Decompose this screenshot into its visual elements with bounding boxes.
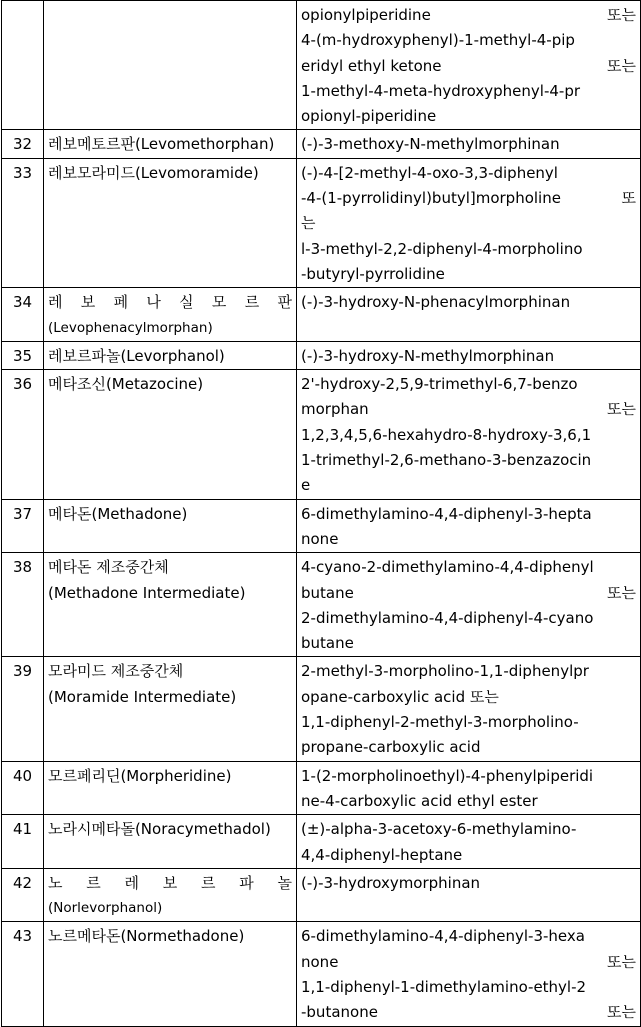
table-body: [2, 1, 641, 1027]
chemical-line: (-)-3-hydroxy-N-phenacylmorphinan: [301, 293, 571, 312]
substance-name: [44, 370, 297, 499]
chemical-line: opionylpiperidine 또는: [301, 6, 636, 24]
chemical-line: eridyl ethyl ketone 또는: [301, 56, 636, 75]
name-line: 레보모라미드(Levomoramide): [48, 163, 259, 182]
name-line: 레보메토르판(Levomethorphan): [48, 135, 275, 154]
chemical-name: [297, 922, 641, 1026]
chemical-name: [297, 761, 641, 815]
chemical-line: (-)-3-hydroxymorphinan: [301, 873, 481, 892]
chemical-line: e: [301, 476, 311, 495]
chemical-line: propane-carboxylic acid: [301, 738, 481, 757]
table-row: [2, 130, 641, 158]
row-number: 43: [2, 922, 44, 1026]
table-row: [2, 288, 641, 342]
row-number: 39: [2, 657, 44, 761]
table-row: [2, 868, 641, 922]
substance-name: [44, 158, 297, 287]
row-number: 40: [2, 761, 44, 815]
substance-name: [44, 922, 297, 1026]
chemical-line: 1,1-diphenyl-1-dimethylamino-ethyl-2: [301, 977, 587, 996]
row-number: [2, 1, 44, 130]
substance-name: [44, 553, 297, 657]
substance-name: [44, 1, 297, 130]
chemical-line: none: [301, 529, 339, 548]
chemical-line: -butanone 또는: [301, 1003, 636, 1022]
table-row: [2, 370, 641, 499]
row-number: 32: [2, 130, 44, 158]
chemical-name: [297, 815, 641, 869]
english-name: (Moramide Intermediate): [48, 687, 237, 706]
table-row: [2, 657, 641, 761]
name-line: 모르페리딘(Morpheridine): [48, 766, 232, 785]
chemical-line: 4-(m-hydroxyphenyl)-1-methyl-4-pip: [301, 31, 575, 50]
chemical-name: [297, 158, 641, 287]
chemical-line: butane: [301, 634, 354, 653]
substance-name: [44, 868, 297, 922]
chemical-line: 1-methyl-4-meta-hydroxyphenyl-4-pr: [301, 81, 581, 100]
korean-name-spread: 노 르 레 보 르 파 놀: [48, 873, 292, 892]
chemical-name: [297, 553, 641, 657]
chemical-name: [297, 130, 641, 158]
chemical-name: [297, 657, 641, 761]
substance-name: [44, 761, 297, 815]
chemical-line: (-)-3-hydroxy-N-methylmorphinan: [301, 346, 555, 365]
chemical-line: 1-(2-morpholinoethyl)-4-phenylpiperidi: [301, 766, 594, 785]
chemical-line: 2-methyl-3-morpholino-1,1-diphenylpr: [301, 662, 589, 681]
row-number: 42: [2, 868, 44, 922]
row-number: 36: [2, 370, 44, 499]
row-number: 41: [2, 815, 44, 869]
chemical-line: 2-dimethylamino-4,4-diphenyl-4-cyano: [301, 608, 594, 627]
chemical-line: (-)-3-methoxy-N-methylmorphinan: [301, 135, 560, 154]
chemical-line: 2'-hydroxy-2,5,9-trimethyl-6,7-benzo: [301, 375, 578, 394]
name-line: 노라시메타돌(Noracymethadol): [48, 820, 271, 839]
english-name: (Methadone Intermediate): [48, 583, 246, 602]
chemical-name: [297, 868, 641, 922]
chemical-line: l-3-methyl-2,2-diphenyl-4-morpholino: [301, 239, 583, 258]
row-number: 34: [2, 288, 44, 342]
substance-name: [44, 815, 297, 869]
table-row: [2, 553, 641, 657]
chemical-line: 1-trimethyl-2,6-methano-3-benzazocin: [301, 451, 592, 470]
korean-name-spread: 레 보 페 나 실 모 르 판: [48, 293, 292, 312]
narcotics-table: [1, 0, 641, 1027]
chemical-line: 는: [301, 214, 316, 233]
chemical-line: opionyl-piperidine: [301, 107, 437, 126]
chemical-name: [297, 1, 641, 130]
chemical-line: 6-dimethylamino-4,4-diphenyl-3-hexa: [301, 927, 585, 946]
table-row: [2, 922, 641, 1026]
chemical-line: 4,4-diphenyl-heptane: [301, 845, 463, 864]
chemical-line: none 또는: [301, 952, 636, 971]
chemical-line: 1,1-diphenyl-2-methyl-3-morpholino-: [301, 713, 579, 732]
table-row: [2, 341, 641, 369]
table-row: [2, 499, 641, 553]
name-line: 메타돈(Methadone): [48, 504, 188, 523]
chemical-line: ne-4-carboxylic acid ethyl ester: [301, 791, 538, 810]
chemical-name: [297, 499, 641, 553]
chemical-line: -butyryl-pyrrolidine: [301, 264, 445, 283]
name-line: 모라미드 제조중간체: [48, 662, 184, 681]
row-number: 35: [2, 341, 44, 369]
substance-name: [44, 499, 297, 553]
substance-name: [44, 130, 297, 158]
english-name: (Levophenacylmorphan): [48, 319, 213, 336]
name-line: 메타돈 제조중간체: [48, 558, 169, 577]
name-line: 메타조신(Metazocine): [48, 375, 204, 394]
substance-name: [44, 288, 297, 342]
table-row: [2, 1, 641, 130]
row-number: 38: [2, 553, 44, 657]
chemical-line: (-)-4-[2-methyl-4-oxo-3,3-diphenyl: [301, 163, 558, 182]
name-line: 레보르파놀(Levorphanol): [48, 346, 225, 365]
table-row: [2, 158, 641, 287]
chemical-name: [297, 341, 641, 369]
row-number: 37: [2, 499, 44, 553]
chemical-line: butane 또는: [301, 583, 636, 602]
substance-name: [44, 657, 297, 761]
row-number: 33: [2, 158, 44, 287]
chemical-line: opane-carboxylic acid 또는: [301, 687, 499, 706]
chemical-line: -4-(1-pyrrolidinyl)butyl]morpholine 또: [301, 189, 636, 208]
chemical-name: [297, 370, 641, 499]
english-name: (Norlevorphanol): [48, 900, 163, 917]
chemical-line: 1,2,3,4,5,6-hexahydro-8-hydroxy-3,6,1: [301, 425, 592, 444]
table-row: [2, 761, 641, 815]
name-line: 노르메타돈(Normethadone): [48, 927, 245, 946]
chemical-line: (±)-alpha-3-acetoxy-6-methylamino-: [301, 820, 577, 839]
substance-name: [44, 341, 297, 369]
chemical-line: 4-cyano-2-dimethylamino-4,4-diphenyl: [301, 558, 594, 577]
chemical-line: 6-dimethylamino-4,4-diphenyl-3-hepta: [301, 504, 592, 523]
table-row: [2, 815, 641, 869]
chemical-line: morphan 또는: [301, 400, 636, 419]
chemical-name: [297, 288, 641, 342]
